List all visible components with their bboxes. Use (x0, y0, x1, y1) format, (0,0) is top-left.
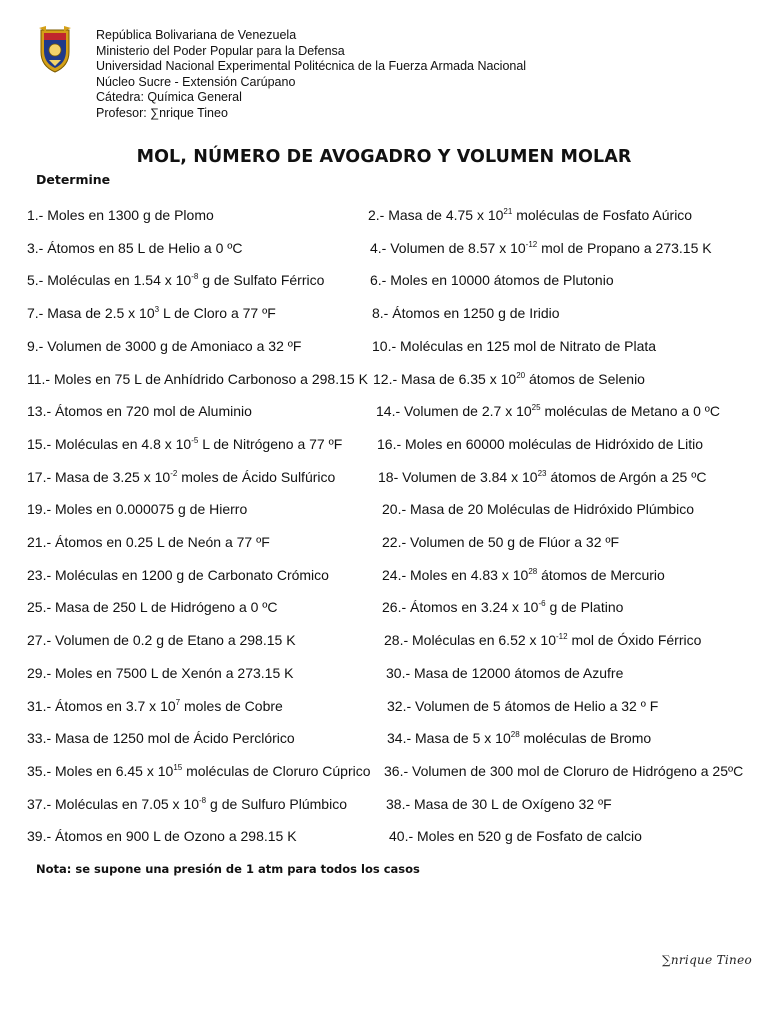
exercise-item: 27.- Volumen de 0.2 g de Etano a 298.15 K (27, 632, 296, 649)
exercise-item: 39.- Átomos en 900 L de Ozono a 298.15 K (27, 828, 297, 845)
signature: ∑nrique Tineo (662, 953, 752, 967)
exercise-item: 5.- Moléculas en 1.54 x $10^{-8}$ g de Sulfato Férrico (27, 272, 325, 289)
exercise-item: 30.- Masa de 12000 átomos de Azufre (386, 664, 624, 681)
exercise-item: 10.- Moléculas en 125 mol de Nitrato de Plata (372, 337, 657, 354)
exercise-item: 14.- Volumen de 2.7 x $10^{25}$ moléculas de Metano a 0 ºC (376, 403, 721, 420)
header-line-campus: Núcleo Sucre - Extensión Carúpano (96, 74, 296, 89)
footnote: Nota: se supone una presión de 1 atm para todos los casos (36, 862, 420, 876)
instruction-label: Determine (36, 172, 111, 187)
exercise-item: 2.- Masa de 4.75 x $10^{21}$ moléculas de Fosfato Aúrico (368, 207, 693, 223)
exercise-item: 38.- Masa de 30 L de Oxígeno 32 ºF (386, 795, 612, 812)
exercise-item: 20.- Masa de 20 Moléculas de Hidróxido Plúmbico (382, 501, 695, 518)
exercise-item: 6.- Moles en 10000 átomos de Plutonio (370, 272, 614, 289)
exercise-item: 26.- Átomos en 3.24 x $10^{-6}$ g de Platino (382, 599, 624, 616)
institution-header (96, 28, 526, 122)
exercise-item: 34.- Masa de 5 x $10^{28}$ moléculas de Bromo (387, 730, 652, 747)
exercise-item: 7.- Masa de 2.5 x $10^3$ L de Cloro a 77 ºF (27, 305, 276, 322)
exercise-item: 33.- Masa de 1250 mol de Ácido Perclórico (27, 730, 295, 747)
exercise-item: 25.- Masa de 250 L de Hidrógeno a 0 ºC (27, 599, 278, 616)
exercise-item: 35.- Moles en 6.45 x $10^{15}$ moléculas de Cloruro Cúprico (27, 762, 371, 779)
exercise-item: 28.- Moléculas en 6.52 x $10^{-12}$ mol de Óxido Férrico (384, 632, 702, 649)
exercise-item: 15.- Moléculas en 4.8 x $10^{-5}$ L de Nitrógeno a 77 ºF (27, 435, 343, 452)
exercise-item: 19.- Moles en 0.000075 g de Hierro (27, 501, 248, 518)
exercise-item: 17.- Masa de 3.25 x $10^{-2}$ moles de Ácido Sulfúrico (27, 468, 336, 485)
university-crest-icon (38, 26, 72, 74)
header-line-course: Cátedra: Química General (96, 90, 242, 105)
exercise-item: 12.- Masa de 6.35 x $10^{20}$ átomos de Selenio (373, 370, 645, 387)
header-line-university: Universidad Nacional Experimental Politécnica de la Fuerza Armada Nacional (96, 59, 527, 74)
exercise-item: 4.- Volumen de 8.57 x $10^{-12}$ mol de Propano a 273.15 K (370, 239, 712, 256)
exercise-item: 36.- Volumen de 300 mol de Cloruro de Hidrógeno a 25ºC (384, 762, 744, 779)
exercise-item: 29.- Moles en 7500 L de Xenón a 273.15 K (27, 664, 294, 681)
exercise-item: 40.- Moles en 520 g de Fosfato de calcio (389, 828, 642, 845)
exercise-item: 13.- Átomos en 720 mol de Aluminio (27, 403, 252, 420)
exercise-item: 24.- Moles en 4.83 x $10^{28}$ átomos de Mercurio (382, 566, 665, 583)
exercise-item: 22.- Volumen de 50 g de Flúor a 32 ºF (382, 534, 620, 550)
page-title: MOL, NÚMERO DE AVOGADRO Y VOLUMEN MOLAR (136, 147, 632, 167)
exercise-item: 32.- Volumen de 5 átomos de Helio a 32 º F (387, 697, 659, 714)
exercise-item: 37.- Moléculas en 7.05 x $10^{-8}$ g de Sulfuro Plúmbico (27, 795, 347, 812)
exercise-item: 18- Volumen de 3.84 x $10^{23}$ átomos de Argón a 25 ºC (378, 468, 707, 485)
exercise-item: 16.- Moles en 60000 moléculas de Hidróxido de Litio (377, 435, 704, 452)
header-line-professor: Profesor: ∑nrique Tineo (96, 105, 228, 120)
header-line-country: República Bolivariana de Venezuela (96, 28, 297, 42)
exercise-item: 9.- Volumen de 3000 g de Amoniaco a 32 ºF (27, 337, 302, 354)
exercise-item: 21.- Átomos en 0.25 L de Neón a 77 ºF (27, 534, 270, 550)
exercise-item: 31.- Átomos en 3.7 x $10^7$ moles de Cobre (27, 697, 283, 714)
header-line-ministry: Ministerio del Poder Popular para la Defensa (96, 43, 345, 58)
exercise-item: 1.- Moles en 1300 g de Plomo (27, 207, 214, 223)
exercise-item: 11.- Moles en 75 L de Anhídrido Carbonoso a 298.15 K (27, 370, 368, 387)
exercise-item: 23.- Moléculas en 1200 g de Carbonato Crómico (27, 566, 329, 583)
exercise-item: 3.- Átomos en 85 L de Helio a 0 ºC (27, 239, 243, 256)
exercise-item: 8.- Átomos en 1250 g de Iridio (372, 305, 560, 322)
